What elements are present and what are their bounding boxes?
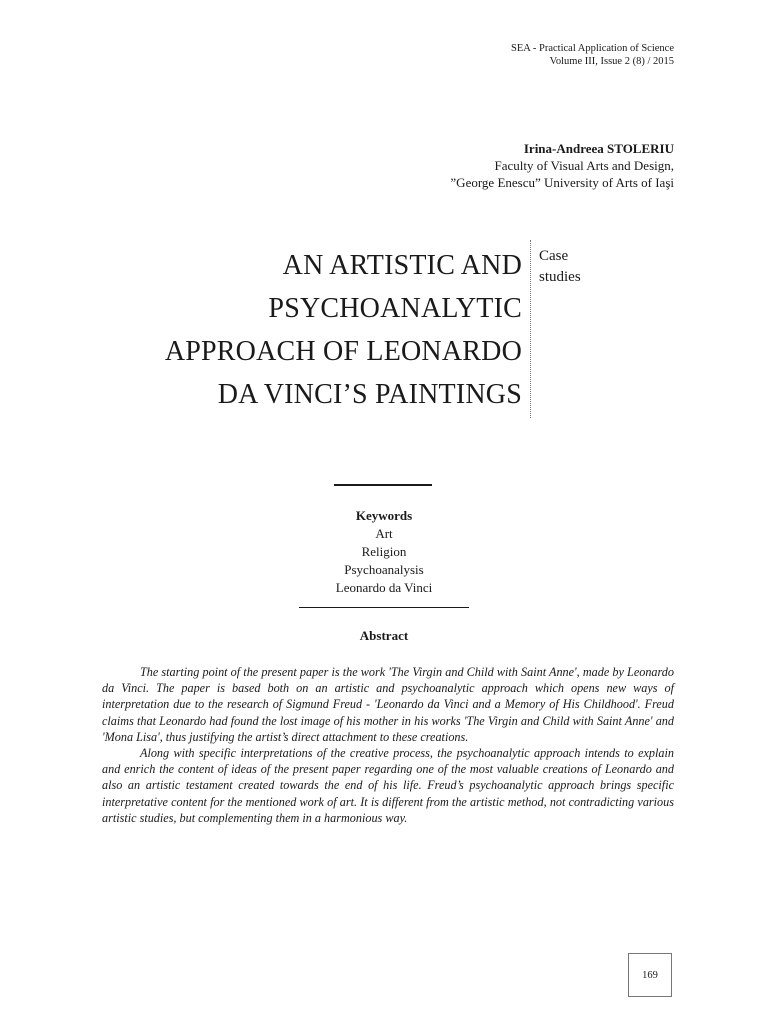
abstract-heading: Abstract: [359, 628, 409, 643]
author-affiliation-university: ”George Enescu” University of Arts of Iaşi: [450, 175, 674, 190]
keyword-item: Art: [375, 526, 393, 541]
title-line-1: AN ARTISTIC AND: [282, 250, 522, 281]
section-rule-top: [334, 484, 432, 486]
keywords-heading: Keywords: [355, 508, 413, 523]
section-rule-bottom: [299, 607, 469, 608]
journal-issue: Volume III, Issue 2 (8) / 2015: [549, 56, 674, 67]
author-name: Irina-Andreea STOLERIU: [523, 141, 674, 156]
title-line-3: APPROACH OF LEONARDO: [164, 336, 522, 367]
page-number: 169: [642, 969, 658, 981]
author-affiliation-faculty: Faculty of Visual Arts and Design,: [494, 158, 674, 173]
abstract-paragraph-2: Along with specific interpretations of the creative process, the psychoanalytic approach intends to explain and enrich the content of ideas of the present paper regarding one of the most valuable creations of Leonardo and also an artistic testament created towards the end of his life. Freud’s psychoanalytic approach brings specific interpretative content for the mentioned work of art. It is different from the artistic method, not contradicting various artistic studies, but complementing them in a harmonious way.: [102, 746, 674, 825]
journal-name: SEA - Practical Application of Science: [511, 43, 674, 54]
keyword-item: Psychoanalysis: [344, 562, 424, 577]
abstract-paragraph-1: The starting point of the present paper is the work 'The Virgin and Child with Saint Anne', made by Leonardo da Vinci. The paper is based both on an artistic and psychoanalytic approach which opens new ways of interpretation due to the research of Sigmund Freud - 'Leonardo da Vinci and a Memory of His Childhood'. Freud claims that Leonardo had found the lost image of his mother in his works 'The Virgin and Child with Saint Anne' and 'Mona Lisa', thus justifying the artist’s direct attachment to these creations.: [102, 665, 674, 744]
keyword-item: Leonardo da Vinci: [335, 580, 433, 595]
abstract-body: [102, 664, 674, 826]
running-header: [511, 42, 674, 68]
article-category: [539, 246, 609, 288]
title-line-2: PSYCHOANALYTIC: [268, 293, 522, 324]
title-divider: [530, 240, 531, 418]
category-line-2: studies: [539, 269, 581, 285]
page-number-box: [628, 953, 672, 997]
title-line-4: DA VINCI’S PAINTINGS: [217, 379, 522, 410]
paper-title: [82, 244, 522, 416]
author-block: [450, 140, 674, 191]
category-line-1: Case: [539, 248, 569, 264]
keyword-item: Religion: [361, 544, 407, 559]
keywords-block: [234, 507, 534, 597]
